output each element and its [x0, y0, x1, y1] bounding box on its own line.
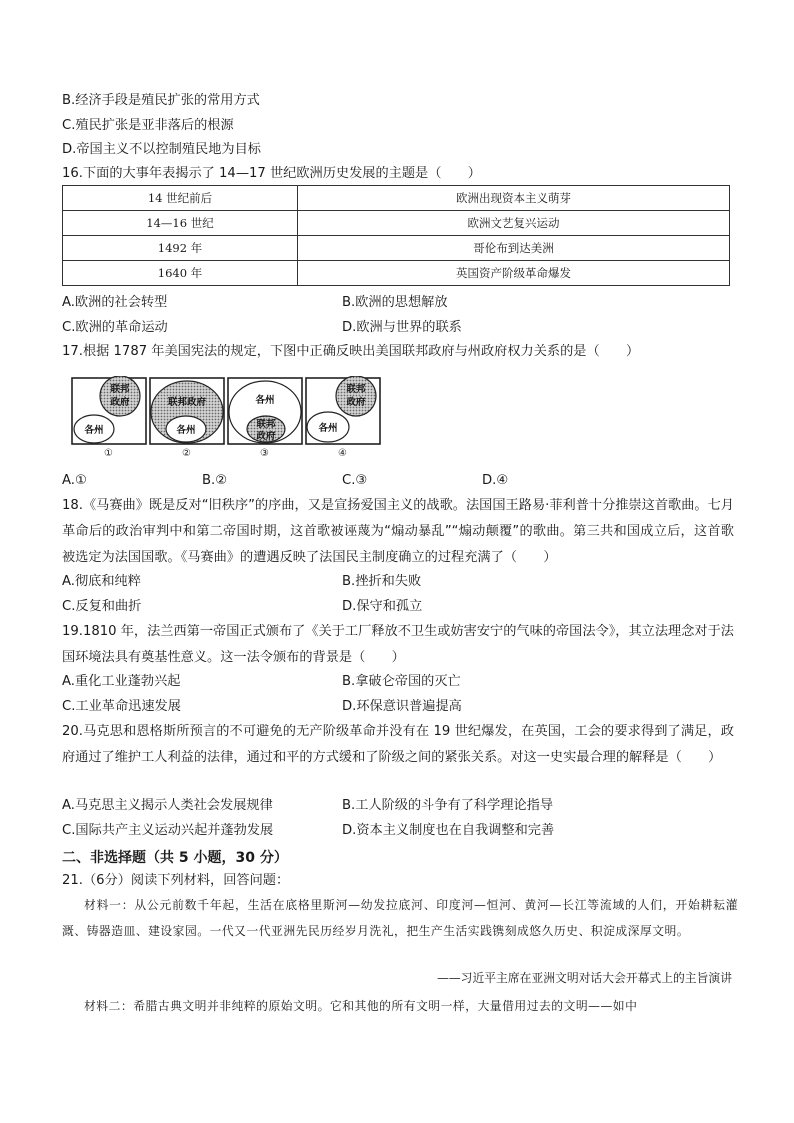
diagram-number-2: ② — [182, 448, 191, 459]
section-title: 二、非选择题（共 5 小题，30 分） — [62, 850, 288, 866]
q17-stem: 17.根据 1787 年美国宪法的规定，下图中正确反映出美国联邦政府与州政府权力关系的是（ ） — [62, 344, 640, 359]
label-government-4: 政府 — [346, 397, 366, 408]
q16-timeline-table — [62, 185, 730, 286]
label-states-3: 各州 — [255, 395, 275, 406]
table-cell-date: 1640 年 — [63, 261, 298, 286]
q19-option-c: C.工业革命迅速发展 — [62, 699, 181, 714]
q20-option-c: C.国际共产主义运动兴起并蓬勃发展 — [62, 823, 274, 838]
q18-option-b: B.挫折和失败 — [342, 574, 422, 589]
q16-option-a: A.欧洲的社会转型 — [62, 295, 168, 310]
q21-material-2: 材料二：希腊古典文明并非纯粹的原始文明。它和其他的所有文明一样，大量借用过去的文明——如中 — [84, 999, 638, 1013]
label-federal-gov-2: 联邦政府 — [167, 397, 207, 408]
q17-federal-state-diagram — [70, 376, 390, 448]
q20-option-a: A.马克思主义揭示人类社会发展规律 — [62, 798, 273, 813]
q19-option-d: D.环保意识普遍提高 — [342, 699, 462, 714]
q19-option-b: B.拿破仑帝国的灭亡 — [342, 674, 461, 689]
q21-material-1: 材料一：从公元前数千年起，生活在底格里斯河—幼发拉底河、印度河—恒河、黄河—长江等流域的人们，开始耕耘灌溉、铸器造皿、建设家园。一代又一代亚洲先民历经岁月洗礼，把生产生活实践镌刻成悠久历史、积淀成深厚文明。 — [62, 898, 738, 938]
diagram-panel-3 — [228, 378, 302, 444]
q16-stem: 16.下面的大事年表揭示了 14—17 世纪欧洲历史发展的主题是（ ） — [62, 166, 481, 181]
q18-option-d: D.保守和孤立 — [342, 599, 423, 614]
table-row — [63, 186, 730, 211]
q20-option-d: D.资本主义制度也在自我调整和完善 — [342, 823, 555, 838]
q16-option-d: D.欧洲与世界的联系 — [342, 320, 462, 335]
table-row — [63, 211, 730, 236]
q19-stem: 19.1810 年，法兰西第一帝国正式颁布了《关于工厂释放不卫生或妨害安宁的气味的帝国法令》，其立法理念对于法国环境法具有奠基性意义。这一法令颁布的背景是（ ） — [62, 624, 734, 665]
q19-option-a: A.重化工业蓬勃兴起 — [62, 674, 181, 689]
diagram-panel-2 — [150, 378, 224, 444]
q21-stem: 21.（6分）阅读下列材料，回答问题： — [62, 873, 290, 888]
label-federal-3: 联邦 — [256, 419, 276, 430]
label-government-1: 政府 — [110, 397, 130, 408]
label-states-1: 各州 — [84, 425, 104, 436]
q16-option-b: B.欧洲的思想解放 — [342, 295, 448, 310]
table-cell-event: 欧洲文艺复兴运动 — [298, 211, 730, 236]
q20-stem: 20.马克思和恩格斯所预言的不可避免的无产阶级革命并没有在 19 世纪爆发，在英国，工会的要求得到了满足，政府通过了维护工人利益的法律，通过和平的方式缓和了阶级之间的紧张关系。对这一史实最合理的解释是（ ） — [62, 724, 734, 765]
q20-option-b: B.工人阶级的斗争有了科学理论指导 — [342, 798, 554, 813]
q15-option-d: D.帝国主义不以控制殖民地为目标 — [62, 142, 261, 157]
table-row — [63, 261, 730, 286]
label-states-2: 各州 — [176, 425, 196, 436]
diagram-number-3: ③ — [260, 448, 269, 459]
q18-option-c: C.反复和曲折 — [62, 599, 142, 614]
q15-option-b: B.经济手段是殖民扩张的常用方式 — [62, 93, 260, 108]
table-cell-date: 1492 年 — [63, 236, 298, 261]
table-cell-date: 14 世纪前后 — [63, 186, 298, 211]
table-cell-date: 14—16 世纪 — [63, 211, 298, 236]
label-federal-4: 联邦 — [346, 384, 366, 395]
q15-option-c: C.殖民扩张是亚非落后的根源 — [62, 118, 234, 133]
diagram-number-4: ④ — [338, 448, 347, 459]
table-cell-event: 英国资产阶级革命爆发 — [298, 261, 730, 286]
diagram-panel-1 — [72, 376, 146, 444]
table-cell-event: 欧洲出现资本主义萌芽 — [298, 186, 730, 211]
q17-option-d: D.④ — [482, 473, 509, 488]
table-cell-event: 哥伦布到达美洲 — [298, 236, 730, 261]
q17-option-a: A.① — [62, 473, 87, 488]
q16-option-c: C.欧洲的革命运动 — [62, 320, 168, 335]
diagram-panel-4 — [306, 376, 380, 444]
q21-source-1: ——习近平主席在亚洲文明对话大会开幕式上的主旨演讲 — [437, 971, 732, 985]
q18-stem: 18.《马赛曲》既是反对“旧秩序”的序曲，又是宣扬爱国主义的战歌。法国国王路易·菲利普十分推崇这首歌曲。七月革命后的政治审判中和第二帝国时期，这首歌被诬蔑为“煽动暴乱”“煽动颠覆”的歌曲。第三共和国成立后，这首歌被选定为法国国歌。《马赛曲》的遭遇反映了法国民主制度确立的过程充满了（ ） — [62, 498, 734, 565]
q17-option-c: C.③ — [342, 473, 368, 488]
label-government-3: 政府 — [256, 431, 276, 442]
label-federal-1: 联邦 — [110, 384, 130, 395]
table-row — [63, 236, 730, 261]
q17-option-b: B.② — [202, 473, 228, 488]
label-states-4: 各州 — [318, 423, 338, 434]
q18-option-a: A.彻底和纯粹 — [62, 574, 141, 589]
diagram-number-1: ① — [104, 448, 113, 459]
